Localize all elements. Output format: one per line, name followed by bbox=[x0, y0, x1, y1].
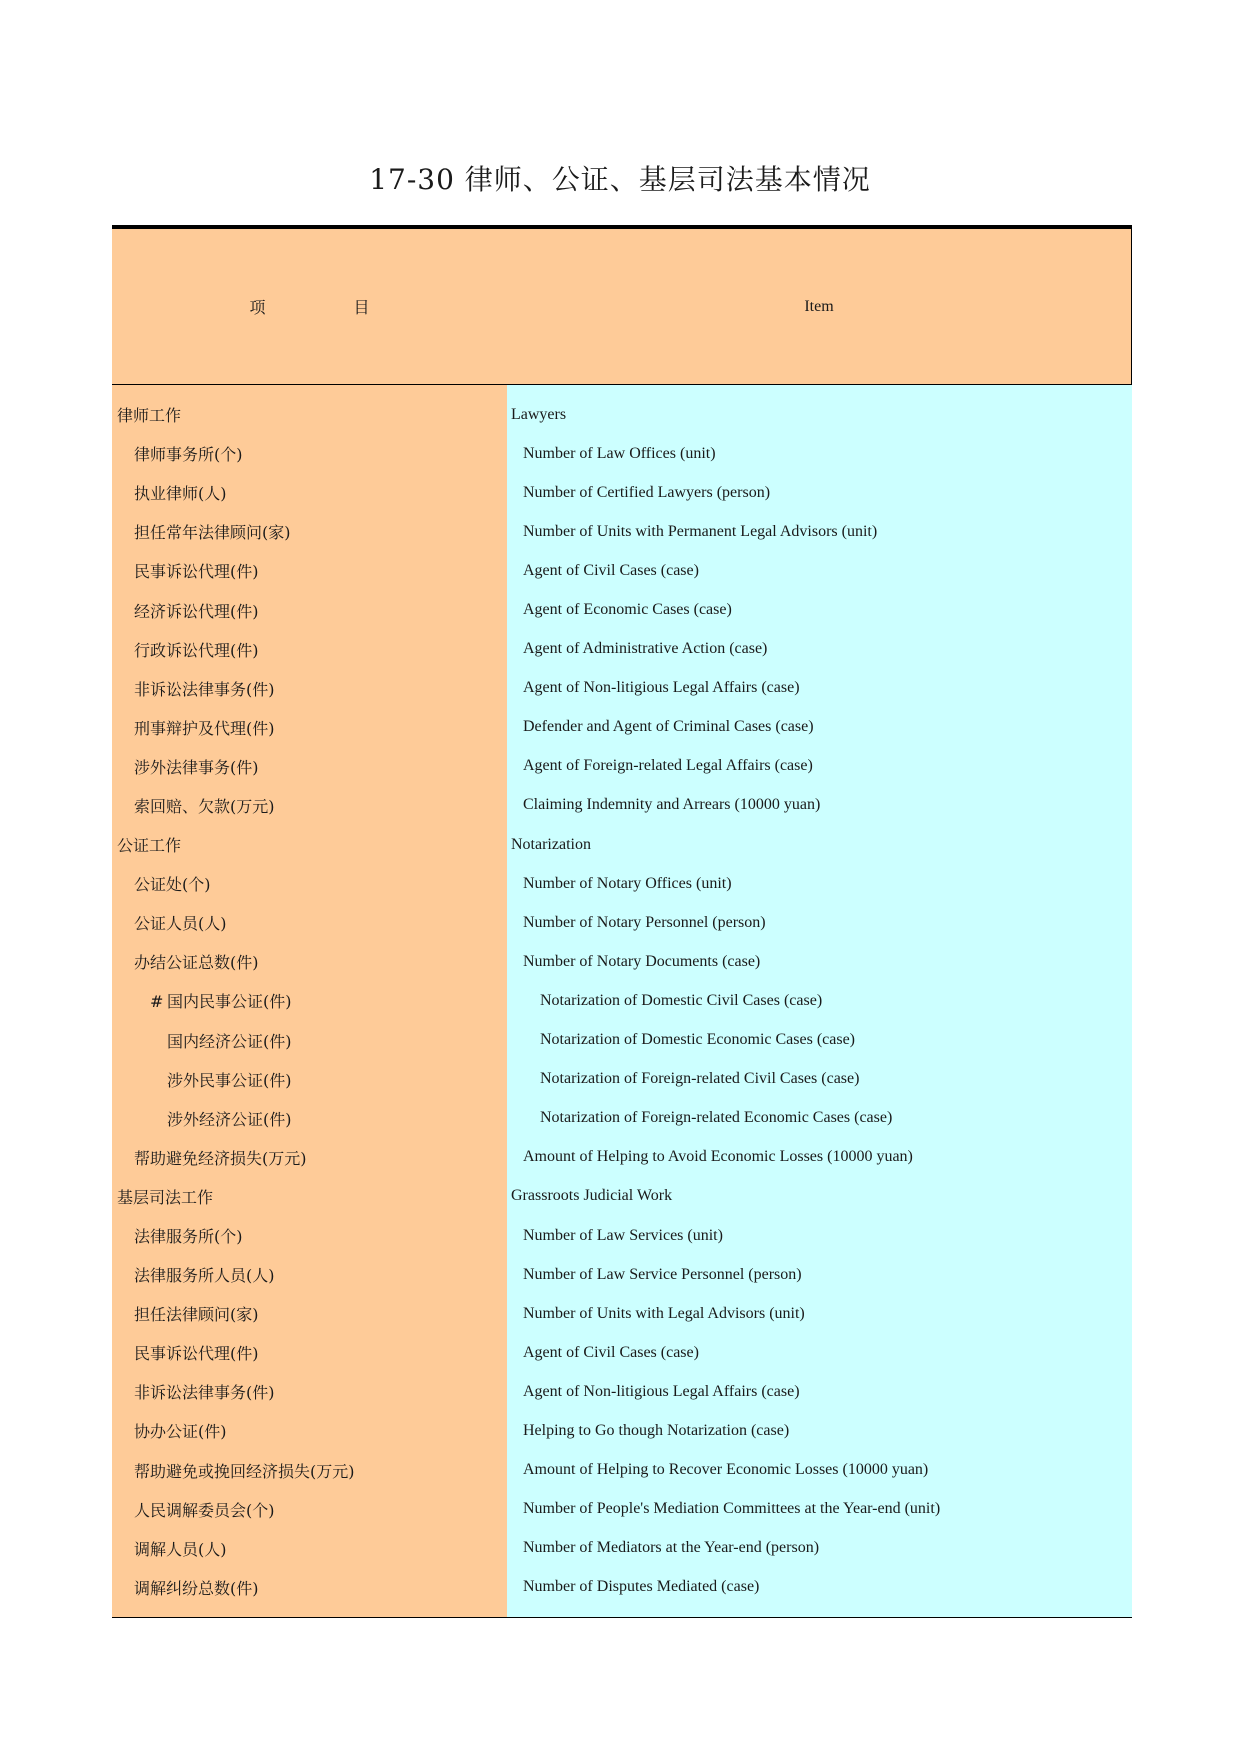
item-name-cn bbox=[112, 911, 507, 934]
table-row bbox=[112, 1099, 1132, 1138]
item-name-en: Claiming Indemnity and Arrears (10000 yuan) bbox=[523, 796, 821, 814]
table-row bbox=[112, 590, 1132, 629]
item-name-cn bbox=[112, 1224, 507, 1247]
item-name-cn bbox=[112, 403, 507, 426]
item-name-cn bbox=[112, 833, 507, 856]
item-name-cn bbox=[112, 1107, 507, 1130]
subitem-marker: # bbox=[150, 992, 164, 1012]
item-name-cn bbox=[112, 1146, 507, 1169]
item-name-cn-text: 法律服务所人员(人) bbox=[134, 1266, 275, 1286]
item-name-cn-text: 涉外民事公证(件) bbox=[167, 1070, 292, 1090]
item-name-cn-text: 公证人员(人) bbox=[134, 914, 227, 934]
item-name-en: Notarization of Domestic Economic Cases (case) bbox=[540, 1031, 855, 1049]
item-name-cn-text: 民事诉讼代理(件) bbox=[134, 562, 259, 582]
item-name-en: Amount of Helping to Avoid Economic Losses (10000 yuan) bbox=[523, 1148, 913, 1166]
item-name-en: Number of Units with Legal Advisors (unit) bbox=[523, 1304, 805, 1322]
item-name-en: Number of Certified Lawyers (person) bbox=[523, 483, 771, 501]
item-name-cn-text: 调解人员(人) bbox=[134, 1539, 227, 1559]
item-name-en: Agent of Non-litigious Legal Affairs (case) bbox=[523, 1382, 800, 1400]
table-row bbox=[112, 1138, 1132, 1177]
item-name-en: Amount of Helping to Recover Economic Losses (10000 yuan) bbox=[523, 1461, 929, 1479]
item-name-en: Number of Law Service Personnel (person) bbox=[523, 1265, 802, 1283]
item-name-cn-text: 律师工作 bbox=[117, 406, 182, 426]
table-row bbox=[112, 1568, 1132, 1607]
item-name-cn-text: 非诉讼法律事务(件) bbox=[134, 679, 275, 699]
item-name-cn bbox=[112, 950, 507, 973]
item-name-cn bbox=[112, 1537, 507, 1560]
item-name-cn-text: 法律服务所(个) bbox=[134, 1227, 243, 1247]
item-name-cn-text: 办结公证总数(件) bbox=[134, 953, 259, 973]
item-name-en: Notarization of Foreign-related Civil Cases (case) bbox=[540, 1070, 860, 1088]
item-name-cn bbox=[112, 1341, 507, 1364]
table-row bbox=[112, 903, 1132, 942]
table-row bbox=[112, 512, 1132, 551]
item-name-cn bbox=[112, 1459, 507, 1482]
item-name-en: Agent of Administrative Action (case) bbox=[523, 640, 768, 658]
table-row bbox=[112, 1294, 1132, 1333]
item-name-en: Agent of Economic Cases (case) bbox=[523, 601, 732, 619]
item-name-cn-text: 帮助避免经济损失(万元) bbox=[134, 1148, 307, 1168]
table-row bbox=[112, 1529, 1132, 1568]
item-name-cn bbox=[112, 1029, 507, 1052]
item-name-cn bbox=[112, 989, 507, 1012]
item-name-cn-text: 非诉讼法律事务(件) bbox=[134, 1383, 275, 1403]
item-name-en: Lawyers bbox=[511, 405, 567, 423]
table-section-row bbox=[112, 395, 1132, 434]
table-row bbox=[112, 669, 1132, 708]
item-name-cn-text: 民事诉讼代理(件) bbox=[134, 1344, 259, 1364]
item-name-en: Number of People's Mediation Committees at the Year-end (unit) bbox=[523, 1500, 941, 1518]
table-row bbox=[112, 1216, 1132, 1255]
table-header bbox=[112, 225, 1132, 385]
item-name-cn bbox=[112, 1263, 507, 1286]
item-name-cn-text: 担任常年法律顾问(家) bbox=[134, 523, 291, 543]
header-item-cn bbox=[112, 229, 507, 384]
table-row bbox=[112, 1490, 1132, 1529]
item-name-cn-text: 担任法律顾问(家) bbox=[134, 1305, 259, 1325]
item-name-cn-text: 行政诉讼代理(件) bbox=[134, 640, 259, 660]
table-body bbox=[112, 385, 1132, 1618]
item-name-cn-text: 律师事务所(个) bbox=[134, 445, 243, 465]
statistics-table bbox=[112, 225, 1132, 1618]
item-name-cn bbox=[112, 1576, 507, 1599]
item-name-cn-text: 基层司法工作 bbox=[117, 1187, 214, 1207]
item-name-cn bbox=[112, 872, 507, 895]
item-name-cn bbox=[112, 638, 507, 661]
item-name-cn-text: 人民调解委员会(个) bbox=[134, 1500, 275, 1520]
header-item-cn-part2: 目 bbox=[353, 298, 370, 317]
item-name-cn bbox=[112, 442, 507, 465]
item-name-en: Agent of Non-litigious Legal Affairs (case) bbox=[523, 679, 800, 697]
item-name-en: Number of Notary Offices (unit) bbox=[523, 874, 732, 892]
page-title: 17-30 律师、公证、基层司法基本情况 bbox=[369, 163, 871, 196]
item-name-cn bbox=[112, 1068, 507, 1091]
item-name-en: Agent of Civil Cases (case) bbox=[523, 1343, 699, 1361]
item-name-cn-text: 公证工作 bbox=[117, 836, 182, 856]
table-row bbox=[112, 1060, 1132, 1099]
item-name-en: Number of Units with Permanent Legal Advisors (unit) bbox=[523, 522, 878, 540]
item-name-en: Notarization of Foreign-related Economic Cases (case) bbox=[540, 1109, 893, 1127]
item-name-en: Number of Law Offices (unit) bbox=[523, 444, 716, 462]
item-name-en: Defender and Agent of Criminal Cases (case) bbox=[523, 718, 814, 736]
table-row bbox=[112, 630, 1132, 669]
table-row bbox=[112, 1372, 1132, 1411]
item-name-en: Number of Law Services (unit) bbox=[523, 1226, 723, 1244]
item-name-cn bbox=[112, 716, 507, 739]
item-name-cn-text: 公证处(个) bbox=[134, 875, 211, 895]
table-row bbox=[112, 1451, 1132, 1490]
item-name-en: Helping to Go though Notarization (case) bbox=[523, 1421, 790, 1439]
item-name-en: Agent of Civil Cases (case) bbox=[523, 561, 699, 579]
table-row bbox=[112, 551, 1132, 590]
item-name-cn bbox=[112, 559, 507, 582]
item-name-cn bbox=[112, 1380, 507, 1403]
table-row bbox=[112, 1021, 1132, 1060]
item-name-en: Notarization bbox=[511, 835, 591, 853]
item-name-cn bbox=[112, 1498, 507, 1521]
item-name-cn-text: 调解纠纷总数(件) bbox=[134, 1578, 259, 1598]
item-name-cn-text: 索回赔、欠款(万元) bbox=[134, 796, 275, 816]
item-name-cn-text: 涉外经济公证(件) bbox=[167, 1109, 292, 1129]
item-name-cn bbox=[112, 1302, 507, 1325]
item-name-cn bbox=[112, 1185, 507, 1208]
item-name-cn bbox=[112, 481, 507, 504]
item-name-cn bbox=[112, 1419, 507, 1442]
item-name-cn-text: 经济诉讼代理(件) bbox=[134, 601, 259, 621]
table-row bbox=[112, 981, 1132, 1020]
item-name-en: Number of Notary Documents (case) bbox=[523, 952, 761, 970]
item-name-en: Number of Mediators at the Year-end (person) bbox=[523, 1539, 820, 1557]
item-name-cn bbox=[112, 599, 507, 622]
item-name-cn-text: 协办公证(件) bbox=[134, 1422, 227, 1442]
item-name-en: Agent of Foreign-related Legal Affairs (case) bbox=[523, 757, 813, 775]
item-name-cn bbox=[112, 794, 507, 817]
item-name-en: Notarization of Domestic Civil Cases (case) bbox=[540, 991, 823, 1009]
item-name-cn bbox=[112, 677, 507, 700]
item-name-cn bbox=[112, 520, 507, 543]
item-name-cn-text: 国内经济公证(件) bbox=[167, 1031, 292, 1051]
item-name-en: Number of Notary Personnel (person) bbox=[523, 913, 766, 931]
item-name-cn-text: 刑事辩护及代理(件) bbox=[134, 718, 275, 738]
table-row bbox=[112, 942, 1132, 981]
table-row bbox=[112, 786, 1132, 825]
table-row bbox=[112, 1411, 1132, 1450]
item-name-en: Number of Disputes Mediated (case) bbox=[523, 1578, 760, 1596]
table-row bbox=[112, 864, 1132, 903]
item-name-cn-text: 执业律师(人) bbox=[134, 484, 227, 504]
item-name-cn-text: 国内民事公证(件) bbox=[167, 992, 292, 1012]
table-section-row bbox=[112, 1177, 1132, 1216]
item-name-cn-text: 帮助避免或挽回经济损失(万元) bbox=[134, 1461, 355, 1481]
header-item-en: Item bbox=[804, 297, 834, 315]
table-section-row bbox=[112, 825, 1132, 864]
table-row bbox=[112, 473, 1132, 512]
table-row bbox=[112, 708, 1132, 747]
header-item-cn-part1: 项 bbox=[249, 298, 266, 317]
table-row bbox=[112, 747, 1132, 786]
item-name-cn bbox=[112, 755, 507, 778]
item-name-cn-text: 涉外法律事务(件) bbox=[134, 757, 259, 777]
table-row bbox=[112, 1255, 1132, 1294]
item-name-en: Grassroots Judicial Work bbox=[511, 1187, 673, 1205]
table-row bbox=[112, 1333, 1132, 1372]
table-row bbox=[112, 434, 1132, 473]
